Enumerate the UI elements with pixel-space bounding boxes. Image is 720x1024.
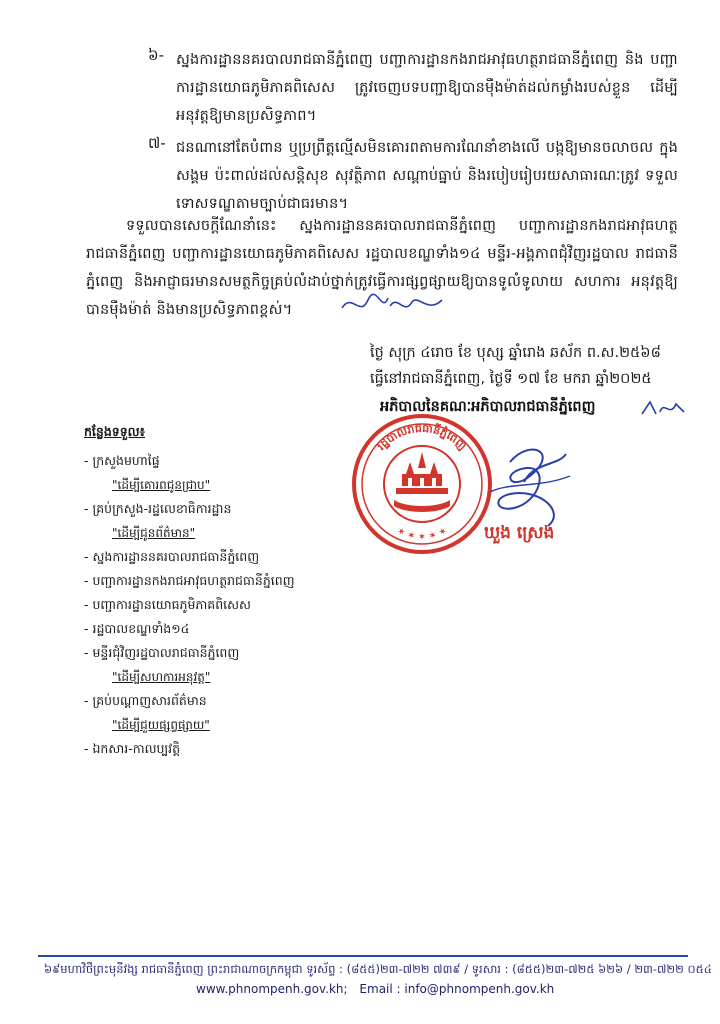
footer-divider [38,955,688,957]
svg-text:✶ ✶ ✶ ✶ ✶: ✶ ✶ ✶ ✶ ✶ [394,525,450,543]
signature [470,432,580,532]
date-solar: ធ្វើនៅរាជធានីភ្នំពេញ, ថ្ងៃទី ១៧ ខែ មករា ឆ្នាំ២០២៥ [370,371,652,387]
recipient-item: - ឯកសារ-កាលប្បវត្តិ [84,741,181,756]
footer-email: Email : info@phnompenh.gov.kh [359,982,555,996]
recipients-title: កន្លែងទទួល៖ [84,424,146,439]
recipient-purpose: "ដើម្បីជួយផ្សព្វផ្សាយ" [112,718,210,732]
item-number: ៧- [148,134,166,152]
recipient-item: - មន្ទីរជុំវិញរដ្ឋបាលរាជធានីភ្នំពេញ [84,645,240,660]
footer-website: www.phnompenh.gov.kh; [196,982,348,996]
svg-text:រដ្ឋបាលរាជធានីភ្នំពេញ: រដ្ឋបាលរាជធានីភ្នំពេញ [374,421,470,453]
recipient-item: - គ្រប់ក្រសួង-រដ្ឋលេខាធិការដ្ឋាន [84,501,232,516]
recipients-list [84,424,354,761]
date-lunar: ថ្ងៃ សុក្រ ៤រោច ខែ បុស្ស ឆ្នាំរោង ឆស័ក ព.ស.២៥៦៨ [370,345,661,361]
handwritten-initials [338,288,450,324]
recipient-purpose: "ដើម្បីគោរពជូនជ្រាប" [112,478,211,492]
recipient-item: - ក្រសួងមហាផ្ទៃ [84,453,160,468]
signer-name: ឃួង ស្រេង [484,523,555,543]
recipient-item: - ស្នងការដ្ឋាននគរបាលរាជធានីភ្នំពេញ [84,549,260,564]
signatory-title: អភិបាលនៃគណៈអភិបាលរាជធានីភ្នំពេញ [380,399,596,415]
recipient-purpose: "ដើម្បីសហការអនុវត្ត" [112,670,211,684]
item-number: ៦- [148,46,165,64]
item-text: ជនណានៅតែបំពាន ឬប្រព្រឹត្តល្មើសមិនគោរពតាមការណែនាំខាងលើ បង្កឱ្យមានចលាចល ក្នុងសង្គម ប៉ះពាល់ដល់សន្តិសុខ សុវត្ថិភាព សណ្តាប់ធ្នាប់ និងរបៀបរៀបរយសាធារណៈត្រូវ ទទួលទោសទណ្ឌតាមច្បាប់ជាធរមាន។ [176,140,678,212]
numbered-item-7 [148,134,678,218]
numbered-item-6 [148,46,678,130]
recipient-purpose: "ដើម្បីជូនព័ត៌មាន" [112,526,196,540]
recipient-item: - រដ្ឋបាលខណ្ឌទាំង១៤ [84,621,190,636]
recipient-item: - គ្រប់បណ្តាញសារព័ត៌មាន [84,693,207,708]
closing-paragraph: ទទួលបានសេចក្តីណែនាំនេះ ស្នងការដ្ឋាននគរបាលរាជធានីភ្នំពេញ បញ្ជាការដ្ឋានកងរាជអាវុធហត្ថ រាជធានីភ្នំពេញ បញ្ជាការដ្ឋានយោធភូមិភាគពិសេស រដ្ឋបាលខណ្ឌទាំង១៤ មន្ទីរ-អង្គភាពជុំវិញរដ្ឋបាល រាជធានីភ្នំពេញ និងអាជ្ញាធរមានសមត្ថកិច្ចគ្រប់លំដាប់ថ្នាក់ត្រូវធ្វើការផ្សព្វផ្សាយឱ្យបានទូលំទូលាយ សហការ អនុវត្តឱ្យបានម៉ឺងម៉ាត់ និងមានប្រសិទ្ធភាពខ្ពស់។ [86,218,678,318]
item-text: ស្នងការដ្ឋាននគរបាលរាជធានីភ្នំពេញ បញ្ជាការដ្ឋានកងរាជអាវុធហត្ថរាជធានីភ្នំពេញ និង បញ្ជាការដ្ឋានយោធភូមិភាគពិសេស ត្រូវចេញបទបញ្ជាឱ្យបានម៉ឺងម៉ាត់ដល់កម្លាំងរបស់ខ្លួន ដើម្បីអនុវត្តឱ្យមានប្រសិទ្ធភាព។ [176,52,678,124]
footer-contacts [196,982,554,996]
recipient-item: - បញ្ជាការដ្ឋានយោធភូមិភាគពិសេស [84,597,251,612]
initials-mark [640,396,686,420]
recipient-item: - បញ្ជាការដ្ឋានកងរាជអាវុធហត្ថរាជធានីភ្នំពេញ [84,573,295,588]
footer-address: ៦៩មហាវិថីព្រះមុនីវង្ស រាជធានីភ្នំពេញ ព្រះរាជាណាចក្រកម្ពុជា ទូរស័ព្ទ : (៨៥៥)២៣-៧២២ ៧៣៩ / ទូរសារ : (៨៥៥)២៣-៧២៥ ៦២៦ / ២៣-៧២២ ០៥៤ [44,962,712,976]
